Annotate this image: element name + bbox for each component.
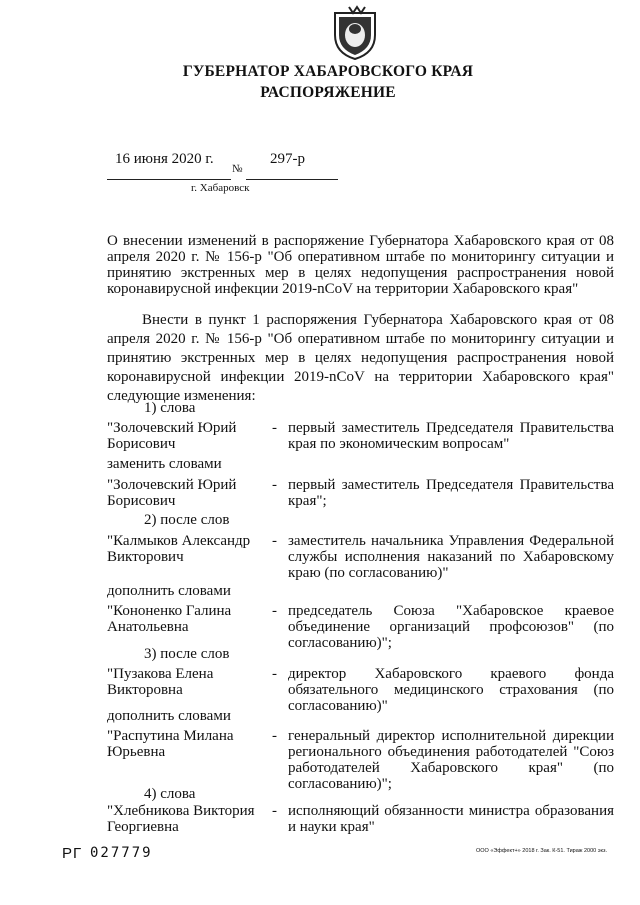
document-preamble: Внести в пункт 1 распоряжения Губернатора Хабаровского края от 08 апреля 2020 г. № 156-р "Об оперативном штабе по мониторингу ситуации и принятию экстренных мер в целях недопущения распространения новой коронавирусной инфекции 2019-nCoV на территории Хабаровского края" следующие изменения: [107,312,614,404]
person-name: "Хлебникова Виктория Георгиевна [107,803,255,835]
change-action: дополнить словами [107,708,231,724]
person-name: "Кононенко Галина Анатольевна [107,603,232,635]
dash-separator: - [272,728,277,744]
dash-separator: - [272,533,277,549]
person-position: исполняющий обязанности министра образования и науки края" [288,803,614,835]
number-sign: № [232,163,243,175]
person-name: "Золочевский Юрий Борисович [107,420,237,452]
document-caption: О внесении изменений в распоряжение Губернатора Хабаровского края от 08 апреля 2020 г. № 156-р "Об оперативном штабе по мониторингу ситуации и принятию экстренных мер в целях недопущения распространения новой коронавирусной инфекции 2019-nCoV на территории Хабаровского края" [107,233,614,297]
person-position: председатель Союза "Хабаровское краевое объединение организаций профсоюзов" (по согласованию)"; [288,603,614,651]
dash-separator: - [272,803,277,819]
change-item-marker: 2) после слов [144,512,230,528]
number-underline [246,179,338,180]
date-underline [107,179,231,180]
form-series: РГ [62,845,83,862]
person-position: генеральный директор исполнительной дирекции регионального объединения работодателей "Союз работодателей Хабаровского края" (по согласованию)"; [288,728,614,792]
document-number: 297-р [270,151,305,167]
dash-separator: - [272,420,277,436]
person-position: заместитель начальника Управления Федеральной службы исполнения наказаний по Хабаровскому краю (по согласованию)" [288,533,614,581]
printer-imprint: ООО «Эффект+» 2018 г. Зак. К-51. Тираж 2000 экз. [476,848,608,854]
document-title: ГУБЕРНАТОР ХАБАРОВСКОГО КРАЯ [182,63,474,80]
person-position: первый заместитель Председателя Правительства края"; [288,477,614,509]
person-position: директор Хабаровского краевого фонда обязательного медицинского страхования (по согласованию)" [288,666,614,714]
document-date: 16 июня 2020 г. [115,151,214,167]
change-action: дополнить словами [107,583,231,599]
change-action: заменить словами [107,456,222,472]
coat-of-arms-emblem [331,5,379,61]
person-name: "Пузакова Елена Викторовна [107,666,214,698]
person-name: "Распутина Милана Юрьевна [107,728,234,760]
form-serial-number: 027779 [90,845,153,861]
change-item-marker: 4) слова [144,786,196,802]
person-name: "Золочевский Юрий Борисович [107,477,237,509]
dash-separator: - [272,666,277,682]
document-type: РАСПОРЯЖЕНИЕ [260,84,396,101]
change-item-marker: 1) слова [144,400,196,416]
person-name: "Калмыков Александр Викторович [107,533,251,565]
dash-separator: - [272,603,277,619]
change-item-marker: 3) после слов [144,646,230,662]
dash-separator: - [272,477,277,493]
document-city: г. Хабаровск [191,182,250,194]
person-position: первый заместитель Председателя Правительства края по экономическим вопросам" [288,420,614,452]
